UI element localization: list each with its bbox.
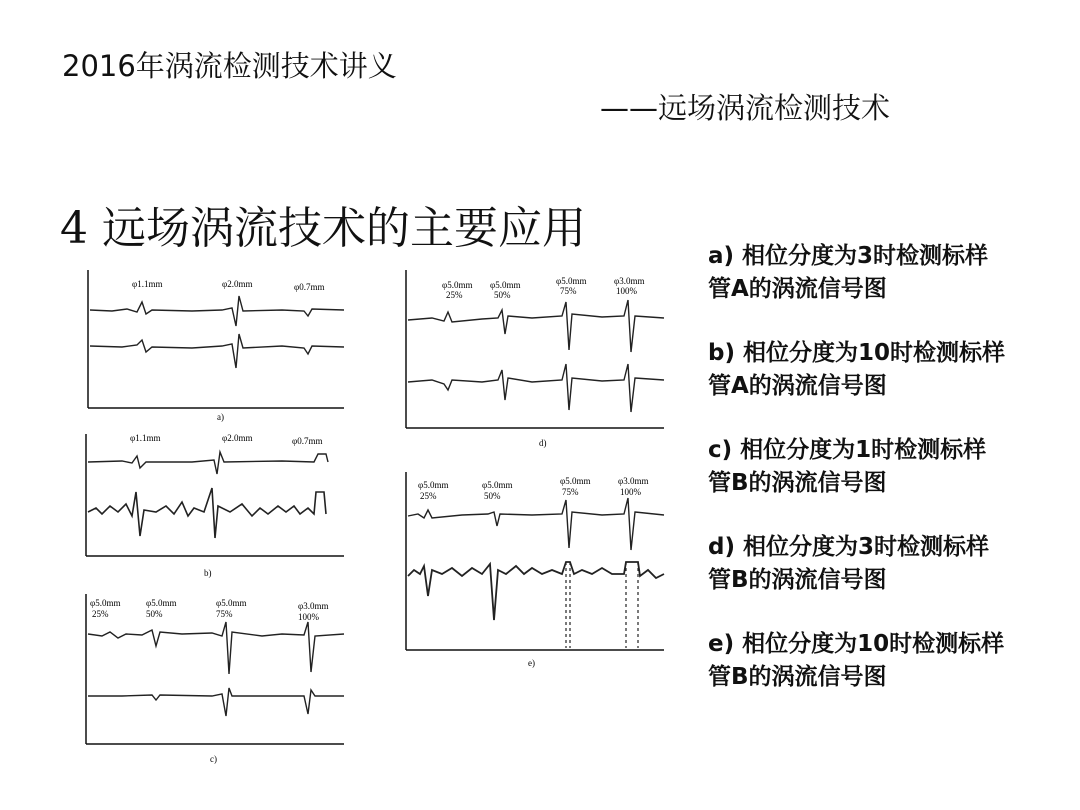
figure-c-trace-2 — [88, 688, 344, 716]
caption-c: c) 相位分度为1时检测标样管B的涡流信号图 — [708, 437, 987, 496]
figure-b-label: b) — [204, 568, 212, 578]
figure-e-marker-3: φ5.0mm — [560, 476, 591, 486]
document-title: 2016年涡流检测技术讲义 — [62, 49, 397, 83]
figure-c-percent-4: 100% — [298, 612, 319, 622]
figure-c-percent-2: 50% — [146, 609, 163, 619]
figure-e-trace-1 — [408, 498, 664, 550]
figure-e-marker-4: φ3.0mm — [618, 476, 649, 486]
figure-a-trace-2 — [90, 334, 344, 368]
document-subtitle: ——远场涡流检测技术 — [600, 91, 891, 125]
figure-c-percent-1: 25% — [92, 609, 109, 619]
caption-d: d) 相位分度为3时检测标样管B的涡流信号图 — [708, 534, 989, 593]
figure-e-marker-2: φ5.0mm — [482, 480, 513, 490]
figure-a-label: a) — [217, 412, 224, 422]
caption-e: e) 相位分度为10时检测标样管B的涡流信号图 — [708, 631, 1005, 690]
figure-d-marker-1: φ5.0mm — [442, 280, 473, 290]
figure-e — [402, 470, 672, 670]
figure-c-marker-2: φ5.0mm — [146, 598, 177, 608]
figure-a-trace-1 — [90, 296, 344, 326]
figure-a-marker-2: φ2.0mm — [222, 279, 253, 289]
figure-b — [82, 432, 352, 584]
figure-c-label: c) — [210, 754, 217, 764]
figure-a-marker-1: φ1.1mm — [132, 279, 163, 289]
figure-a — [82, 268, 352, 428]
figure-d-percent-2: 50% — [494, 290, 511, 300]
figure-d-percent-1: 25% — [446, 290, 463, 300]
figure-d-marker-4: φ3.0mm — [614, 276, 645, 286]
figure-e-percent-4: 100% — [620, 487, 641, 497]
figure-c — [82, 592, 352, 767]
section-title: 4 远场涡流技术的主要应用 — [60, 203, 586, 254]
figure-d-label: d) — [539, 438, 547, 448]
figure-e-percent-1: 25% — [420, 491, 437, 501]
figure-b-marker-3: φ0.7mm — [292, 436, 323, 446]
figure-a-marker-3: φ0.7mm — [294, 282, 325, 292]
figure-d-percent-4: 100% — [616, 286, 637, 296]
figure-d-marker-3: φ5.0mm — [556, 276, 587, 286]
figure-b-marker-2: φ2.0mm — [222, 433, 253, 443]
figure-e-marker-1: φ5.0mm — [418, 480, 449, 490]
figure-c-marker-1: φ5.0mm — [90, 598, 121, 608]
figure-c-trace-1 — [88, 622, 344, 674]
figure-e-percent-2: 50% — [484, 491, 501, 501]
figure-d-marker-2: φ5.0mm — [490, 280, 521, 290]
figure-d-percent-3: 75% — [560, 286, 577, 296]
caption-list — [708, 240, 1008, 725]
figure-d-trace-1 — [408, 300, 664, 352]
figure-d-trace-2 — [408, 364, 664, 412]
figure-c-percent-3: 75% — [216, 609, 233, 619]
caption-b: b) 相位分度为10时检测标样管A的涡流信号图 — [708, 340, 1005, 399]
figure-b-trace-1 — [88, 452, 328, 474]
figure-b-trace-2 — [88, 488, 326, 538]
figure-e-label: e) — [528, 658, 535, 668]
figure-c-marker-3: φ5.0mm — [216, 598, 247, 608]
figure-b-marker-1: φ1.1mm — [130, 433, 161, 443]
caption-a: a) 相位分度为3时检测标样管A的涡流信号图 — [708, 243, 989, 302]
figure-e-percent-3: 75% — [562, 487, 579, 497]
figure-d — [402, 268, 672, 450]
figure-c-marker-4: φ3.0mm — [298, 601, 329, 611]
